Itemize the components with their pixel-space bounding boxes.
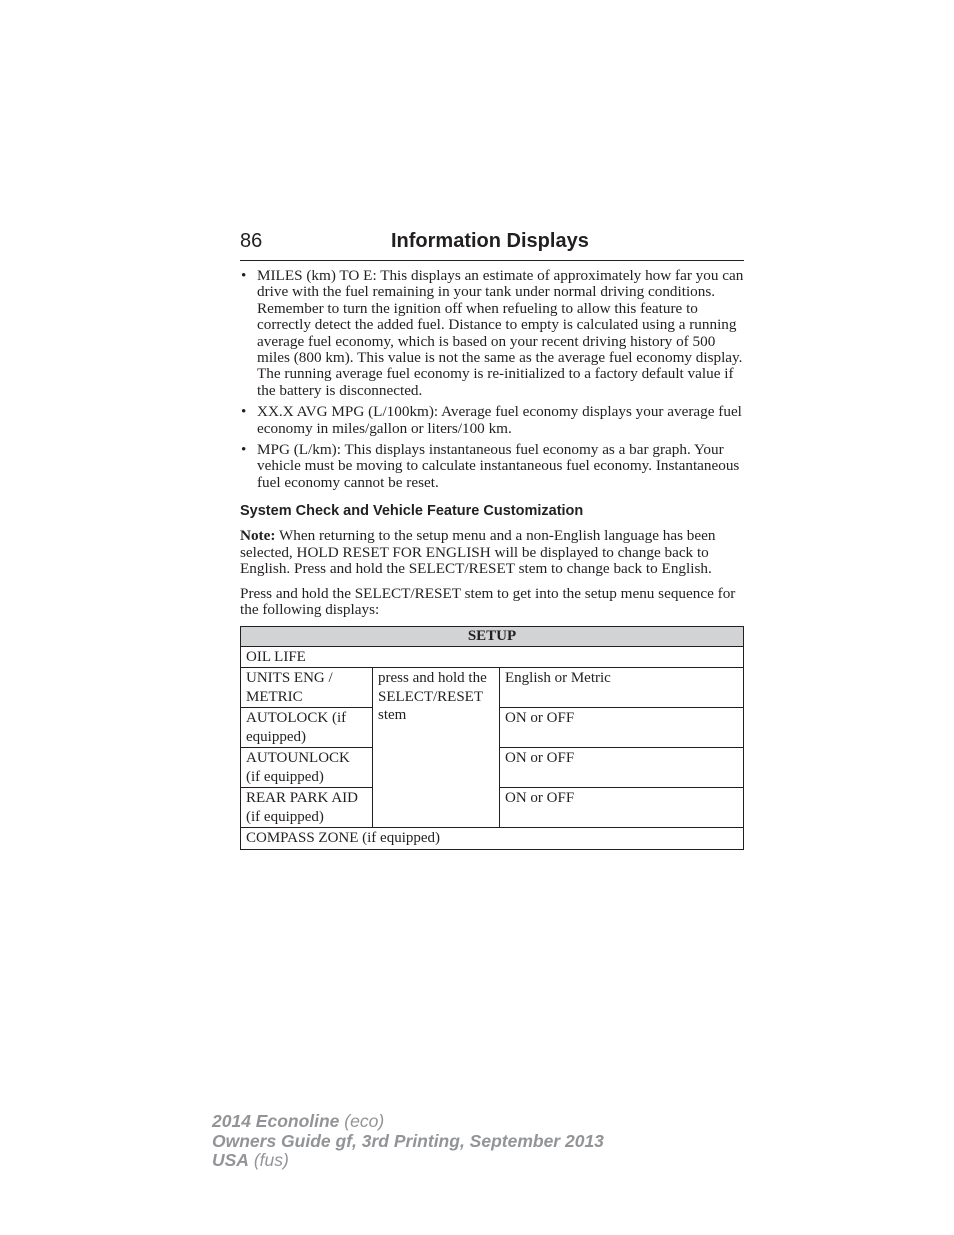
footer-region: USA bbox=[212, 1150, 249, 1170]
table-cell-options: English or Metric bbox=[500, 668, 744, 708]
footer-line bbox=[212, 1151, 604, 1171]
table-header: SETUP bbox=[241, 627, 744, 647]
table-cell-feature: UNITS ENG / METRIC bbox=[241, 668, 373, 708]
bullet-icon: • bbox=[241, 441, 247, 459]
table-row bbox=[241, 668, 744, 708]
footer-line bbox=[212, 1112, 604, 1132]
table-cell-compass: COMPASS ZONE (if equipped) bbox=[241, 828, 744, 850]
table-row bbox=[241, 646, 744, 668]
bullet-text: XX.X AVG MPG (L/100km): Average fuel economy displays your average fuel economy in miles/gallon or liters/100 km. bbox=[257, 403, 742, 437]
bullet-icon: • bbox=[241, 403, 247, 421]
page-title: Information Displays bbox=[391, 230, 589, 252]
bullet-text: MPG (L/km): This displays instantaneous fuel economy as a bar graph. Your vehicle must be moving to calculate instantaneous fuel economy. Instantaneous fuel economy cannot be reset. bbox=[257, 441, 740, 491]
table-cell-feature: AUTOLOCK (if equipped) bbox=[241, 708, 373, 748]
table-row bbox=[241, 828, 744, 850]
table-header-row bbox=[241, 627, 744, 647]
setup-table bbox=[240, 626, 744, 850]
page-footer bbox=[212, 1112, 604, 1171]
table-cell-feature: AUTOUNLOCK (if equipped) bbox=[241, 748, 373, 788]
table-cell-options: ON or OFF bbox=[500, 748, 744, 788]
note-text: When returning to the setup menu and a non-English language has been selected, HOLD RESET FOR ENGLISH will be displayed to change back to English. Press and hold the SELECT/RESET stem to change back to English. bbox=[240, 527, 716, 578]
bullet-list bbox=[240, 268, 744, 491]
note-label: Note: bbox=[240, 527, 276, 545]
table-cell-oil-life: OIL LIFE bbox=[241, 646, 744, 668]
table-cell-options: ON or OFF bbox=[500, 708, 744, 748]
page-number: 86 bbox=[240, 230, 263, 252]
footer-region-code: (fus) bbox=[248, 1150, 289, 1170]
footer-model-code: (eco) bbox=[339, 1111, 385, 1131]
list-item bbox=[240, 268, 744, 399]
intro-paragraph: Press and hold the SELECT/RESET stem to get into the setup menu sequence for the following displays: bbox=[240, 584, 736, 618]
bullet-text: MILES (km) TO E: This displays an estimate of approximately how far you can drive with the fuel remaining in your tank under normal driving conditions. Remember to turn the ignition off when refueling to allow this feature to correctly detect the added fuel. Distance to empty is calculated using a running average fuel economy, which is based on your recent driving history of 500 miles (800 km). This value is not the same as the average fuel economy display. The running average fuel economy is re-initialized to a factory default value if the battery is disconnected. bbox=[257, 267, 744, 399]
table-cell-feature: REAR PARK AID (if equipped) bbox=[241, 788, 373, 828]
note-paragraph bbox=[240, 528, 744, 577]
section-heading: System Check and Vehicle Feature Customization bbox=[240, 503, 584, 520]
table-cell-action: press and hold the SELECT/RESET stem bbox=[373, 668, 500, 828]
footer-model: 2014 Econoline bbox=[212, 1111, 340, 1131]
page-content bbox=[240, 268, 744, 850]
list-item bbox=[240, 442, 744, 491]
table-cell-options: ON or OFF bbox=[500, 788, 744, 828]
page-header bbox=[240, 228, 744, 261]
list-item bbox=[240, 404, 744, 437]
footer-guide: Owners Guide gf, 3rd Printing, September 2013 bbox=[212, 1130, 604, 1151]
bullet-icon: • bbox=[241, 267, 247, 284]
